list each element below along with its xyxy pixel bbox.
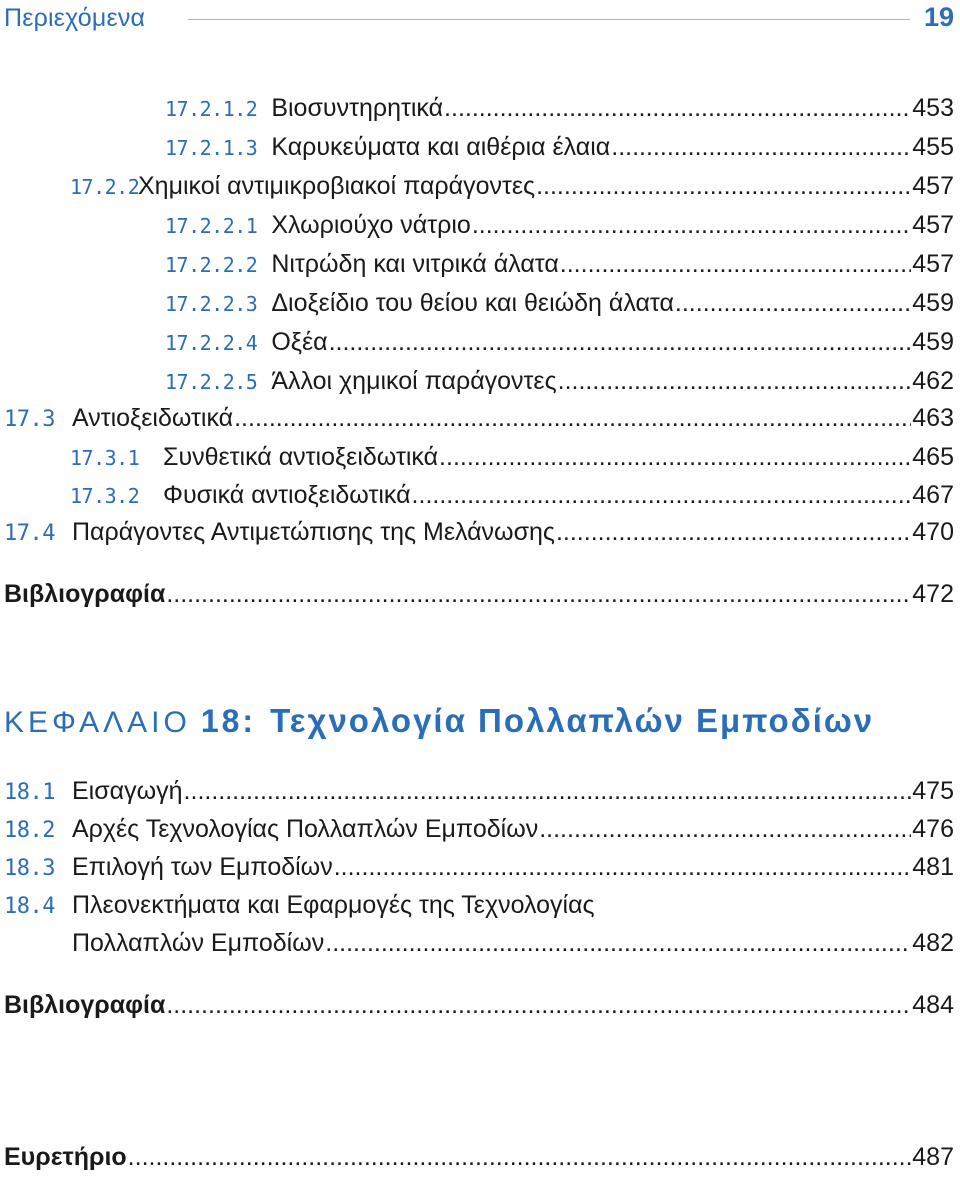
toc-leader-dots [439,443,911,472]
toc-leader-dots [558,367,912,396]
toc-entry-title: Αντιοξειδωτικά [72,404,234,432]
toc-leader-dots [611,133,911,162]
toc-entry-title: Βιβλιογραφία [4,991,166,1019]
toc-leader-dots [539,815,911,844]
toc-entry-number: 17.3.2 [70,484,140,508]
toc-entry-number: 18.2 [4,818,55,843]
toc-entry[interactable] [4,891,954,921]
toc-entry-page: 472 [912,580,954,608]
toc-entry-title: Πλεονεκτήματα και Εφαρμογές της Τεχνολογίας [72,891,595,919]
toc-entry-title: Συνθετικά αντιοξειδωτικά [163,443,439,471]
toc-entry-title: Βιοσυντηρητικά [271,94,444,122]
toc-leader-dots [556,518,911,547]
toc-entry[interactable] [4,853,954,883]
toc-entry-bibliography[interactable] [4,991,954,1021]
toc-entry-number: 18.4 [4,894,55,919]
toc-leader-dots [334,853,912,882]
toc-entry-page: 463 [912,404,954,432]
toc-entry[interactable] [4,518,954,548]
toc-entry-page: 476 [912,815,954,843]
toc-entry-title: Χλωριούχο νάτριο [271,211,471,239]
toc-entry-title: Άλλοι χημικοί παράγοντες [271,367,557,395]
toc-entry-page: 453 [912,94,954,122]
toc-entry[interactable] [70,172,954,202]
toc-leader-dots [412,481,912,510]
toc-leader-dots [234,404,911,433]
chapter-label: ΚΕΦΑΛΑΙΟ [4,706,191,739]
chapter-title: Τεχνολογία Πολλαπλών Εμποδίων [270,702,875,739]
toc-entry[interactable] [165,94,954,124]
toc-entry-title: Νιτρώδη και νιτρικά άλατα [271,250,559,278]
toc-entry-title: Παράγοντες Αντιμετώπισης της Μελάνωσης [72,518,555,546]
toc-entry[interactable] [70,481,954,511]
toc-entry-page: 455 [912,133,954,161]
toc-entry-title: Εισαγωγή [72,777,183,805]
toc-entry[interactable] [70,443,954,473]
toc-leader-dots [166,580,911,609]
toc-entry-page: 457 [912,172,954,200]
toc-entry-page: 459 [912,289,954,317]
toc-entry[interactable] [4,815,954,845]
toc-leader-dots [675,289,911,318]
toc-leader-dots [472,211,911,240]
toc-entry-number: 17.3 [4,407,55,432]
toc-entry-title: Βιβλιογραφία [4,580,166,608]
toc-entry-number: 17.2.2.1 [165,214,258,238]
toc-leader-dots [329,328,912,357]
toc-leader-dots [166,991,911,1020]
toc-entry[interactable] [4,404,954,434]
toc-entry-page: 484 [912,991,954,1019]
toc-entry-page: 481 [912,853,954,881]
toc-entry-page: 475 [912,777,954,805]
toc-entry-page: 459 [912,328,954,356]
toc-entry-number: 18.1 [4,780,55,805]
toc-entry-number: 17.3.1 [70,446,140,470]
toc-entry-title-cont: Πολλαπλών Εμποδίων [72,929,325,957]
toc-entry-continuation[interactable] [72,929,954,959]
toc-entry-number: 17.2.1.3 [165,136,258,160]
header-rule [188,19,910,20]
toc-entry[interactable] [4,777,954,807]
toc-entry[interactable] [165,250,954,280]
toc-entry-page: 470 [912,518,954,546]
toc-leader-dots [444,94,911,123]
toc-entry-bibliography[interactable] [4,580,954,610]
page-number: 19 [923,2,954,32]
toc-entry-page: 462 [912,367,954,395]
toc-entry-number: 17.2.2.4 [165,331,258,355]
chapter-number: 18: [200,703,257,739]
section-title: Περιεχόμενα [4,4,146,32]
toc-entry[interactable] [165,367,954,397]
toc-entry[interactable] [165,133,954,163]
toc-entry-number: 17.2.1.2 [165,97,258,121]
toc-entry[interactable] [165,289,954,319]
toc-entry-page: 465 [912,443,954,471]
toc-entry-title: Διοξείδιο του θείου και θειώδη άλατα [271,289,674,317]
toc-entry-page: 457 [912,250,954,278]
toc-entry[interactable] [165,211,954,241]
toc-entry-title: Αρχές Τεχνολογίας Πολλαπλών Εμποδίων [72,815,539,843]
toc-entry-title: Οξέα [271,328,328,356]
toc-entry-page: 482 [912,929,954,957]
toc-entry-title: Επιλογή των Εμποδίων [72,853,333,881]
toc-entry-number: 17.2.2 [70,175,140,199]
toc-entry-page: 487 [912,1143,954,1171]
page-header [0,0,960,40]
toc-entry-index[interactable] [4,1143,954,1173]
toc-leader-dots [128,1143,912,1172]
toc-entry-page: 467 [912,481,954,509]
toc-entry-title: Καρυκεύματα και αιθέρια έλαια [271,133,611,161]
toc-leader-dots [536,172,911,201]
chapter-heading[interactable] [4,702,874,746]
toc-entry-title: Φυσικά αντιοξειδωτικά [163,481,411,509]
toc-entry-title: Ευρετήριο [4,1143,127,1171]
toc-leader-dots [560,250,912,279]
toc-entry-number: 17.2.2.2 [165,253,258,277]
toc-entry-number: 17.2.2.5 [165,370,258,394]
toc-leader-dots [184,777,912,806]
toc-entry-title: Χημικοί αντιμικροβιακοί παράγοντες [138,172,536,200]
toc-entry-number: 18.3 [4,856,55,881]
toc-entry-page: 457 [912,211,954,239]
toc-leader-dots [325,929,911,958]
toc-entry-number: 17.2.2.3 [165,292,258,316]
toc-entry[interactable] [165,328,954,358]
toc-entry-number: 17.4 [4,521,55,546]
